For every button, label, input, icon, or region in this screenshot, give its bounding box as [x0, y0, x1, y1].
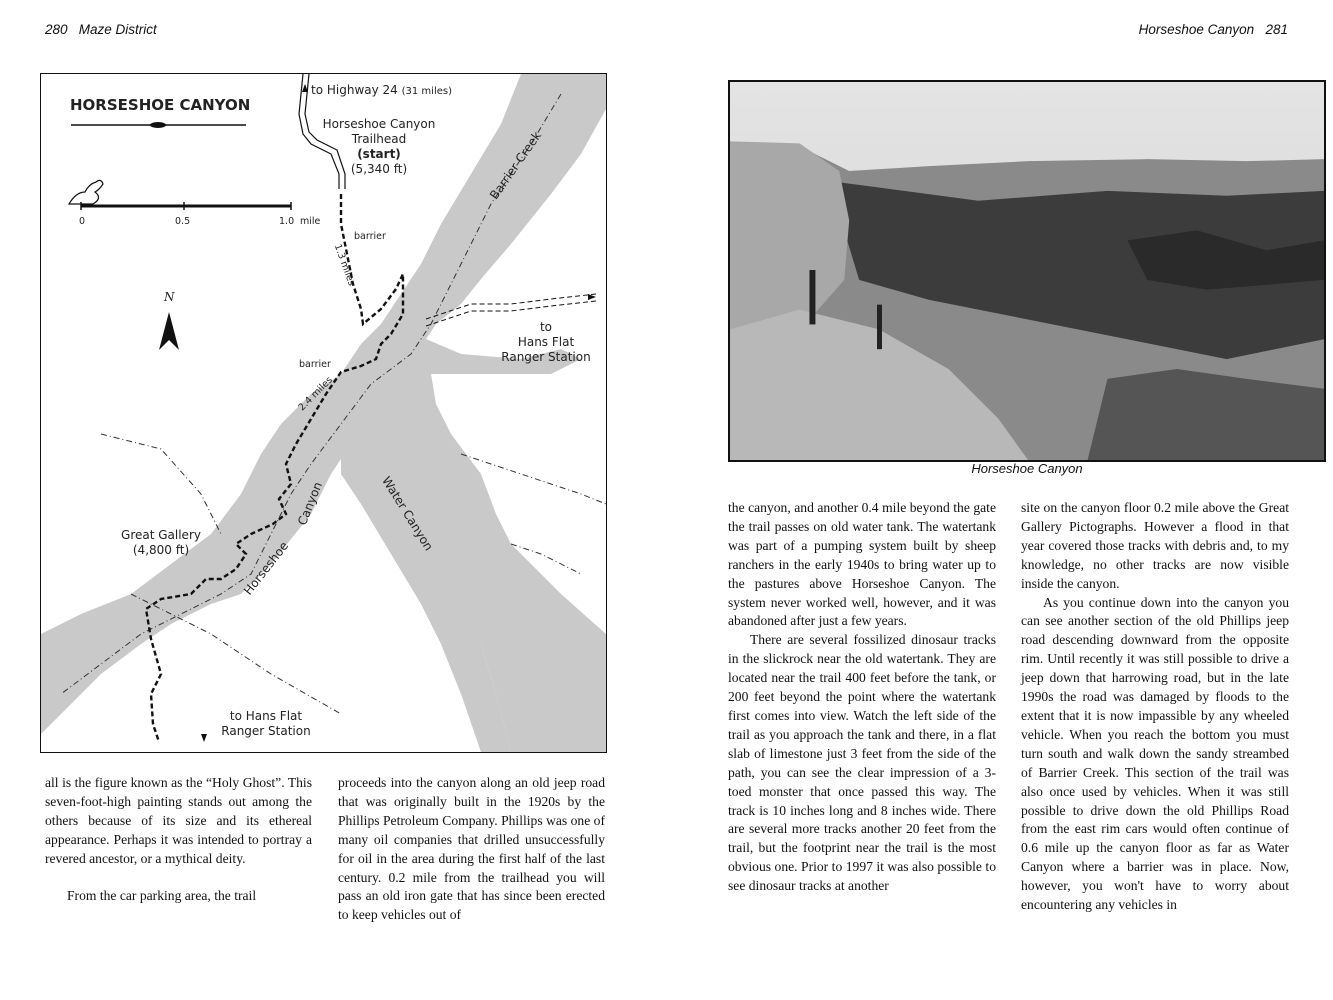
canyon-photo: [728, 80, 1326, 462]
left-column-1: [45, 774, 312, 905]
water-canyon-label: Water Canyon: [379, 474, 436, 554]
scale-tick-1-0: 1.0: [279, 216, 295, 227]
right-page-number: 281: [1265, 22, 1288, 37]
barrier-creek-label: Barrier Creek: [487, 128, 545, 203]
scale-unit: mile: [300, 216, 321, 227]
right-running-header: [1139, 22, 1288, 37]
right-column-1: [728, 499, 996, 896]
paragraph: proceeds into the canyon along an old jeep road that was originally built in the 1920s by the Phillips Petroleum Company. Phillips was one of many oil companies that drilled unsuccessfully for oil in the area during the first half of the last century. 0.2 mile from the trailhead you will pass an old iron gate that has since been erected to keep vehicles out of: [338, 775, 605, 923]
to-highway-label: to Highway 24 (31 miles): [311, 83, 452, 97]
paragraph: site on the canyon floor 0.2 mile above the Great Gallery Pictographs. However a flood in that year covered those tracks with debris and, to my knowledge, no other tracks are now visible inside the canyon.: [1021, 500, 1289, 591]
north-label: N: [164, 290, 175, 304]
north-arrow: [159, 312, 179, 350]
map-title: HORSESHOE CANYON: [70, 96, 251, 114]
barrier-label-1: barrier: [354, 231, 386, 242]
left-page-number: 280: [45, 22, 68, 37]
scale-tick-0-5: 0.5: [175, 216, 191, 227]
trailhead-label: Horseshoe Canyon Trailhead (start) (5,340 ft): [322, 117, 436, 176]
right-column-2: [1021, 499, 1289, 915]
left-column-2: [338, 774, 605, 925]
distance-label-1: 1.3 miles: [331, 242, 357, 288]
canyon-label: Canyon: [295, 479, 325, 528]
paragraph: As you continue down into the canyon you can see another section of the old Phillips jeep road descending downward from the opposite rim. Until recently it was still possible to drive a jeep down that harrowing road, but in the late 1990s the road was damaged by floods to the extent that it is now impassible by any wheeled vehicle. When you reach the bottom you must turn south and walk down the sandy streambed of Barrier Creek. This section of the trail was also once used by vehicles. When it was still possible to drive down the old Phillips Road from the east rim cars would often continue of 0.6 mile up the canyon floor as far as Water Canyon where a barrier was in place. Now, however, you won't have to worry about encountering any vehicles in: [1021, 594, 1289, 913]
paragraph: There are several fossilized dinosaur tracks in the slickrock near the old watertank. They are located near the trail 400 feet before the tank, or 200 feet beyond the point where the watertank first comes into view. Watch the left side of the trail as you approach the tank and there, in a flat slab of limestone just 3 feet from the side of the path, you can see the clear impression of a 3-toed monster that once passed this way. The track is 10 inches long and 8 inches wide. There are several more tracks another 20 feet from the trail, but the footprint near the trail is the most obvious one. Prior to 1997 it was also possible to see dinosaur tracks at another: [728, 632, 996, 894]
horseshoe-label: Horseshoe: [241, 538, 292, 598]
paragraph: all is the figure known as the “Holy Ghost”. This seven-foot-high painting stands out among the others because of its size and its ethereal appearance. Perhaps it was intended to portray a revered ancestor, or a mythical deity.: [45, 775, 312, 866]
left-page: [0, 0, 666, 1000]
wash-line-1: [101, 434, 221, 534]
photo-caption: Horseshoe Canyon: [971, 461, 1083, 476]
paragraph: From the car parking area, the trail: [67, 887, 257, 903]
bottom-hans-flat-label: to Hans Flat Ranger Station: [221, 709, 311, 738]
distance-label-2: 2.4 miles: [296, 374, 335, 414]
scale-tick-0: 0: [79, 216, 86, 227]
horseshoe-canyon-map: [40, 73, 607, 753]
paragraph: the canyon, and another 0.4 mile beyond the gate the trail passes on old water tank. The watertank was part of a pumping system built by sheep ranchers in the early 1940s to bring water up to the pastures above Horseshoe Canyon. The system never worked well, however, and it was abandoned after just a few years.: [728, 500, 996, 629]
lizard-sketch-icon: [69, 180, 103, 204]
right-page: [666, 0, 1333, 1000]
left-running-header: [45, 22, 157, 37]
hans-flat-label: to Hans Flat Ranger Station: [501, 320, 591, 364]
right-section-title: Horseshoe Canyon: [1138, 22, 1255, 37]
great-gallery-label: Great Gallery (4,800 ft): [121, 528, 201, 557]
left-section-title: Maze District: [78, 22, 157, 37]
canyon-photo-image: [730, 82, 1324, 460]
barrier-label-2: barrier: [299, 359, 331, 370]
